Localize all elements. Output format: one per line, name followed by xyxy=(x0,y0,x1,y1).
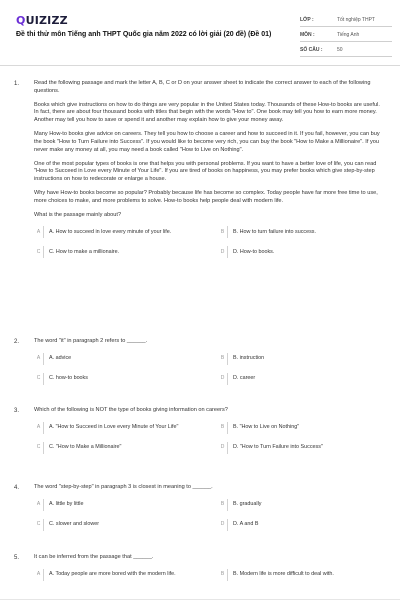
option-text: C. "How to Make a Millionaire" xyxy=(49,444,122,451)
meta-label: MÔN : xyxy=(300,32,315,39)
option-letter: C xyxy=(34,519,44,531)
question-3 xyxy=(14,407,386,455)
question-prompt: What is the passage mainly about? xyxy=(34,211,122,218)
meta-value: 50 xyxy=(337,47,343,54)
option-letter: A xyxy=(34,499,44,511)
option-text: A. advice xyxy=(49,355,72,362)
option-text: C. how-to books xyxy=(49,375,88,382)
option-text: A. How to succeed in love every minute of your life. xyxy=(49,228,172,235)
answer-option-d[interactable] xyxy=(218,372,394,386)
passage-paragraph: Many How-to books give advice on careers. They tell you how to choose a career and how to succeed in it. If you fail, however, you can buy the book "How to Turn Failure into Success". If you would like to become very rich, you can buy the book "How to Make a Millionaire". If you never make any money at all, you may need a book called "How to Live on Nothing". xyxy=(34,131,380,153)
option-letter: D xyxy=(218,246,228,258)
option-text: B. gradually xyxy=(233,501,262,508)
option-letter: B xyxy=(218,422,228,434)
answer-option-c[interactable] xyxy=(34,372,210,386)
option-text: D. "How to Turn Failure into Success" xyxy=(233,444,323,451)
option-text: D. A and B xyxy=(233,521,259,528)
answer-option-b[interactable] xyxy=(218,568,394,582)
option-text: B. "How to Live on Nothing" xyxy=(233,424,300,431)
option-text: B. How to turn failure into success. xyxy=(233,228,316,235)
option-letter: D xyxy=(218,373,228,385)
option-letter: C xyxy=(34,442,44,454)
option-letter: A xyxy=(34,569,44,581)
option-text: C. How to make a millionaire. xyxy=(49,248,120,255)
option-text: B. instruction xyxy=(233,355,265,362)
question-body xyxy=(34,338,386,386)
option-letter: A xyxy=(34,422,44,434)
quizizz-logo: QUIZIZZ xyxy=(16,14,68,27)
meta-row-question-count xyxy=(300,42,392,57)
option-letter: B xyxy=(218,226,228,238)
answer-option-b[interactable] xyxy=(218,225,394,239)
question-prompt: The word "it" in paragraph 2 refers to ______. xyxy=(34,338,148,344)
option-text: D. career xyxy=(233,375,256,382)
answer-option-d[interactable] xyxy=(218,245,394,259)
answer-options xyxy=(34,498,394,532)
answer-option-a[interactable] xyxy=(34,498,210,512)
question-1 xyxy=(14,80,386,259)
answer-options xyxy=(34,225,394,259)
instruction-text: Read the following passage and mark the letter A, B, C or D on your answer sheet to indicate the correct answer to each of the following questions. xyxy=(34,80,371,94)
answer-options xyxy=(34,421,394,455)
meta-label: SỐ CÂU : xyxy=(300,47,323,54)
worksheet-meta xyxy=(300,12,392,57)
question-number: 1. xyxy=(14,81,20,87)
option-letter: B xyxy=(218,353,228,365)
question-body xyxy=(34,80,386,259)
meta-row-subject xyxy=(300,27,392,42)
option-text: C. slower and slower xyxy=(49,521,100,528)
question-body xyxy=(34,407,386,455)
answer-options xyxy=(34,352,394,386)
answer-option-c[interactable] xyxy=(34,518,210,532)
passage-paragraph: Why have How-to books become so popular? Probably because life has become so complex. Today people have far more free time to use, more choices to make, and more problems to solve. How-to books help people deal with modern life. xyxy=(34,190,378,204)
answer-option-c[interactable] xyxy=(34,245,210,259)
option-letter: D xyxy=(218,442,228,454)
meta-value: Tốt nghiệp THPT xyxy=(337,17,375,24)
answer-option-a[interactable] xyxy=(34,225,210,239)
question-body xyxy=(34,484,386,532)
option-letter: B xyxy=(218,499,228,511)
passage-paragraph: Books which give instructions on how to do things are very popular in the United States today. Thousands of these How-to books are useful. In fact, there are about four thousand books with titles that begin with the words "How to". One book may tell you how to earn more money. Another may tell you how to save or spend it and another may explain how to give your money away. xyxy=(34,101,380,124)
question-body xyxy=(34,554,386,582)
answer-option-c[interactable] xyxy=(34,441,210,455)
option-text: D. How-to books. xyxy=(233,248,275,255)
option-text: B. Modern life is more difficult to deal with. xyxy=(233,571,334,578)
question-prompt: The word "step-by-step" in paragraph 3 is closest in meaning to ______. xyxy=(34,484,213,490)
meta-value: Tiếng Anh xyxy=(337,32,360,39)
worksheet-title: Đề thi thử môn Tiếng anh THPT Quốc gia năm 2022 có lời giải (20 đề) (Đề 01) xyxy=(16,31,272,38)
answer-option-a[interactable] xyxy=(34,352,210,366)
answer-option-b[interactable] xyxy=(218,498,394,512)
meta-row-class xyxy=(300,12,392,27)
question-number: 3. xyxy=(14,408,20,414)
question-number: 5. xyxy=(14,555,20,561)
answer-options xyxy=(34,568,394,582)
worksheet-header xyxy=(0,0,400,66)
question-prompt: It can be inferred from the passage that ______. xyxy=(34,554,154,560)
option-letter: D xyxy=(218,519,228,531)
option-text: A. little by little xyxy=(49,501,84,508)
answer-option-a[interactable] xyxy=(34,568,210,582)
answer-option-d[interactable] xyxy=(218,441,394,455)
option-letter: A xyxy=(34,353,44,365)
option-letter: A xyxy=(34,226,44,238)
passage-paragraph: One of the most popular types of books is one that helps you with personal problems. If you want to have a better love of life, you can read "How to Succeed in Love every Minute of Your Life". If you are tired of books on happiness, you may prefer books which give step-by-step instructions on how to redecorate or enlarge a house. xyxy=(34,160,377,183)
option-letter: C xyxy=(34,246,44,258)
question-2 xyxy=(14,338,386,386)
question-number: 2. xyxy=(14,339,20,345)
answer-option-b[interactable] xyxy=(218,421,394,435)
option-letter: C xyxy=(34,373,44,385)
option-letter: B xyxy=(218,569,228,581)
passage xyxy=(34,80,386,206)
question-4 xyxy=(14,484,386,532)
answer-option-b[interactable] xyxy=(218,352,394,366)
meta-label: LỚP : xyxy=(300,17,314,24)
question-5 xyxy=(14,554,386,582)
option-text: A. Today people are more bored with the modern life. xyxy=(49,571,176,578)
option-text: A. "How to Succeed in Love every Minute of Your Life" xyxy=(49,424,179,431)
question-number: 4. xyxy=(14,485,20,491)
answer-option-a[interactable] xyxy=(34,421,210,435)
answer-option-d[interactable] xyxy=(218,518,394,532)
question-prompt: Which of the following is NOT the type of books giving information on careers? xyxy=(34,407,228,413)
